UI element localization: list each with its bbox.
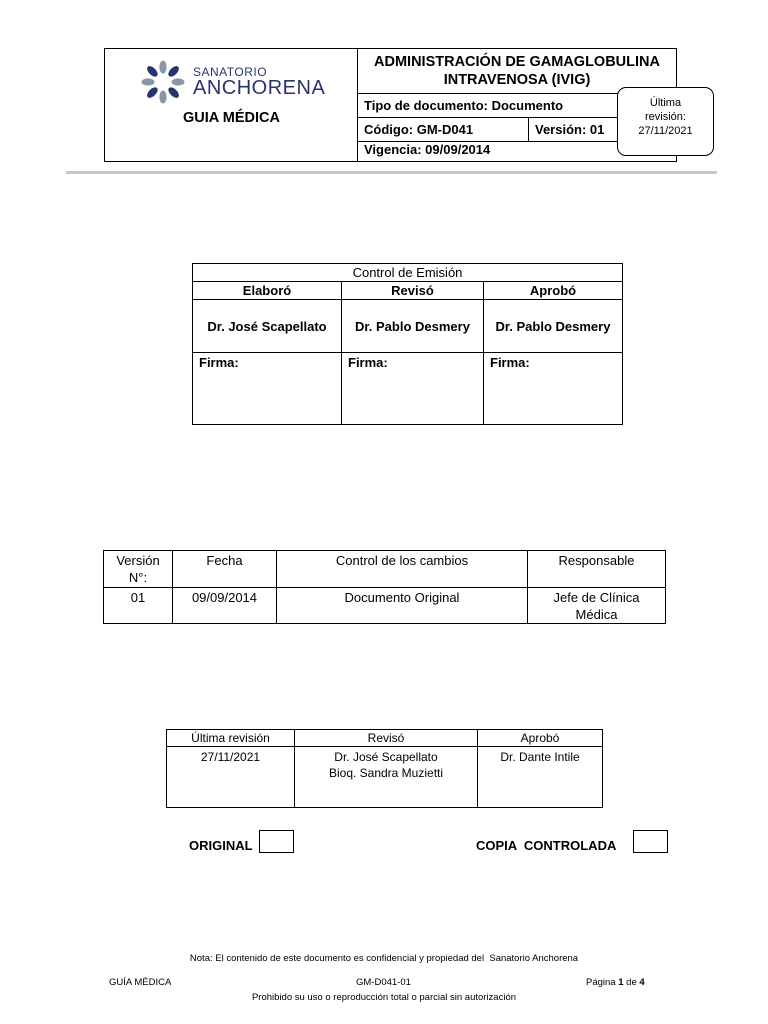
note-line-1: Nota: El contenido de este documento es confidencial y propiedad del Sanatorio Anchorena — [189, 953, 579, 964]
footer-page-number — [586, 977, 645, 988]
header-reviso: Revisó — [342, 282, 484, 300]
footer-doc-type: GUÍA MÉDICA — [109, 977, 172, 988]
copia-controlada-label: COPIA CONTROLADA — [476, 838, 617, 853]
guia-medica-label: GUIA MÉDICA — [183, 110, 280, 126]
elaboro-name: Dr. José Scapellato — [193, 300, 342, 353]
header-fecha: Fecha — [173, 551, 277, 588]
reviso-name: Dr. Pablo Desmery — [342, 300, 484, 353]
page-total: 4 — [639, 977, 645, 988]
rev-reviso-2: Bioq. Sandra Muzietti — [328, 766, 444, 780]
note-line-2: Prohibido su uso o reproducción total o parcial sin autorización — [251, 992, 517, 1003]
aprobo-name: Dr. Pablo Desmery — [484, 300, 623, 353]
header-elaboro: Elaboró — [193, 282, 342, 300]
ultima-revision-label: Última revisión: — [645, 97, 686, 123]
header-separator — [66, 171, 717, 174]
header-version — [104, 551, 173, 588]
control-emision-title: Control de Emisión — [193, 264, 623, 282]
ultima-revision-table — [166, 729, 603, 808]
row-responsable — [528, 588, 666, 624]
ultima-revision-date: 27/11/2021 — [638, 125, 693, 137]
rev-aprobo: Dr. Dante Intile — [478, 747, 603, 808]
original-label: ORIGINAL — [189, 838, 253, 853]
page-sep: de — [623, 977, 640, 988]
document-title: ADMINISTRACIÓN DE GAMAGLOBULINA INTRAVENOSA (IVIG) — [358, 49, 676, 94]
header-version-text: Versión N°: — [116, 553, 160, 585]
row-fecha: 09/09/2014 — [173, 588, 277, 624]
header-control-cambios: Control de los cambios — [277, 551, 528, 588]
rev-reviso-1: Dr. José Scapellato — [334, 750, 438, 764]
page-prefix: Página — [586, 977, 619, 988]
control-cambios-table — [103, 550, 666, 624]
firma-aprobo: Firma: — [484, 353, 623, 425]
row-responsable-text: Jefe de Clínica Médica — [553, 590, 640, 622]
table-row — [104, 588, 666, 624]
firma-elaboro: Firma: — [193, 353, 342, 425]
confidential-note — [0, 926, 768, 1017]
header-aprobo: Aprobó — [484, 282, 623, 300]
codigo: Código: GM-D041 — [364, 122, 474, 137]
logo-text-sanatorio: SANATORIO — [193, 65, 268, 79]
rev-date: 27/11/2021 — [167, 747, 295, 808]
table-row — [167, 747, 603, 808]
tipo-documento: Tipo de documento: Documento — [358, 94, 676, 118]
header-ultima-revision: Última revisión — [167, 730, 295, 747]
ultima-revision-box — [617, 87, 714, 156]
sanatorio-logo-icon — [137, 57, 189, 107]
vigencia: Vigencia: 09/09/2014 — [364, 142, 491, 157]
header-logo-cell — [104, 48, 358, 162]
control-emision-table — [192, 263, 623, 425]
logo-text-anchorena: ANCHORENA — [193, 77, 326, 99]
version: Versión: 01 — [535, 122, 605, 137]
header-responsable: Responsable — [528, 551, 666, 588]
original-checkbox[interactable] — [259, 830, 294, 853]
firma-reviso: Firma: — [342, 353, 484, 425]
header-rev-reviso: Revisó — [295, 730, 478, 747]
copia-controlada-checkbox[interactable] — [633, 830, 668, 853]
rev-reviso — [295, 747, 478, 808]
row-control: Documento Original — [277, 588, 528, 624]
row-version: 01 — [104, 588, 173, 624]
page-current: 1 — [618, 977, 624, 988]
footer-code: GM-D041-01 — [356, 977, 411, 988]
header-rev-aprobo: Aprobó — [478, 730, 603, 747]
